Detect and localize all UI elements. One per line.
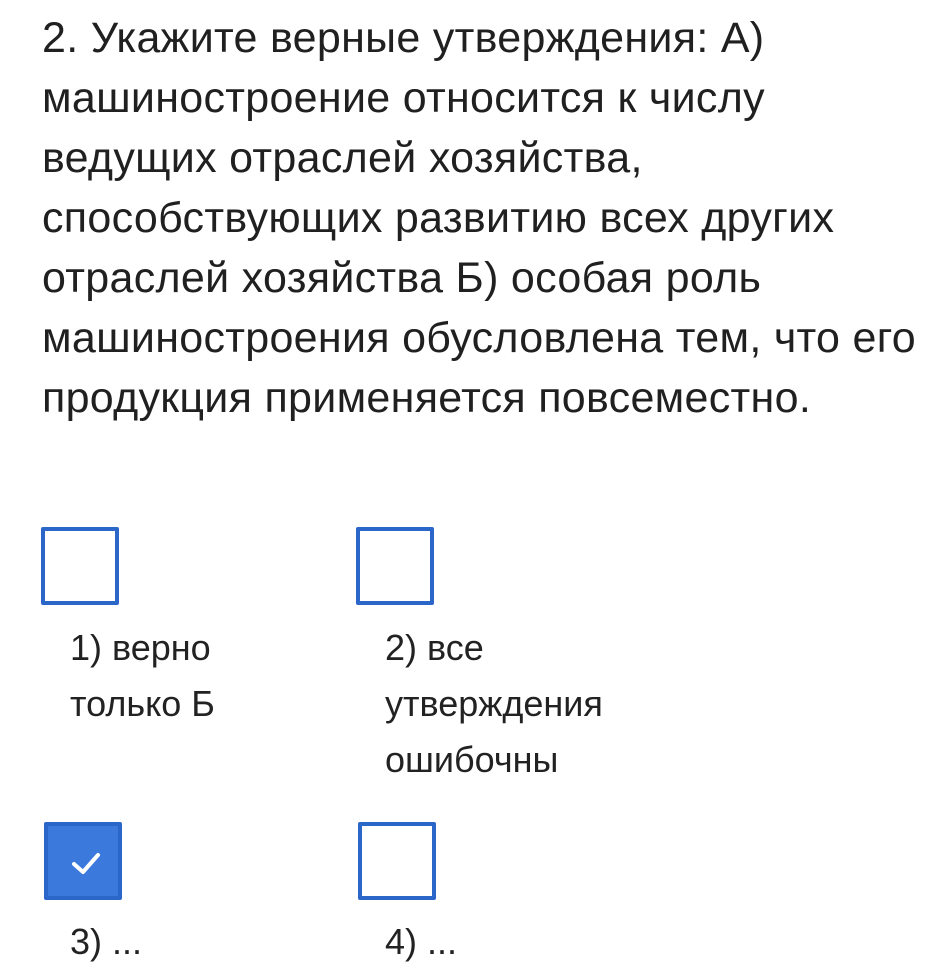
question-text: 2. Укажите верные утверждения: А) машиностроение относится к числу ведущих отраслей хозяйства, способствующих развитию всех других отраслей хозяйства Б) особая роль машиностроения обусловлена тем, что его продукция применяется повсеместно. [42,14,916,422]
answer-label-2: 2) все утверждения ошибочны [385,627,603,780]
answer-label-3: 3) ... [70,921,143,962]
answer-checkbox-4[interactable] [358,822,436,900]
check-icon [64,842,108,886]
answer-label-1: 1) верно только Б [70,627,215,724]
answer-label-4: 4) ... [385,921,458,962]
answer-checkbox-3[interactable] [44,822,122,900]
answer-checkbox-1[interactable] [41,527,119,605]
answer-checkbox-2[interactable] [356,527,434,605]
